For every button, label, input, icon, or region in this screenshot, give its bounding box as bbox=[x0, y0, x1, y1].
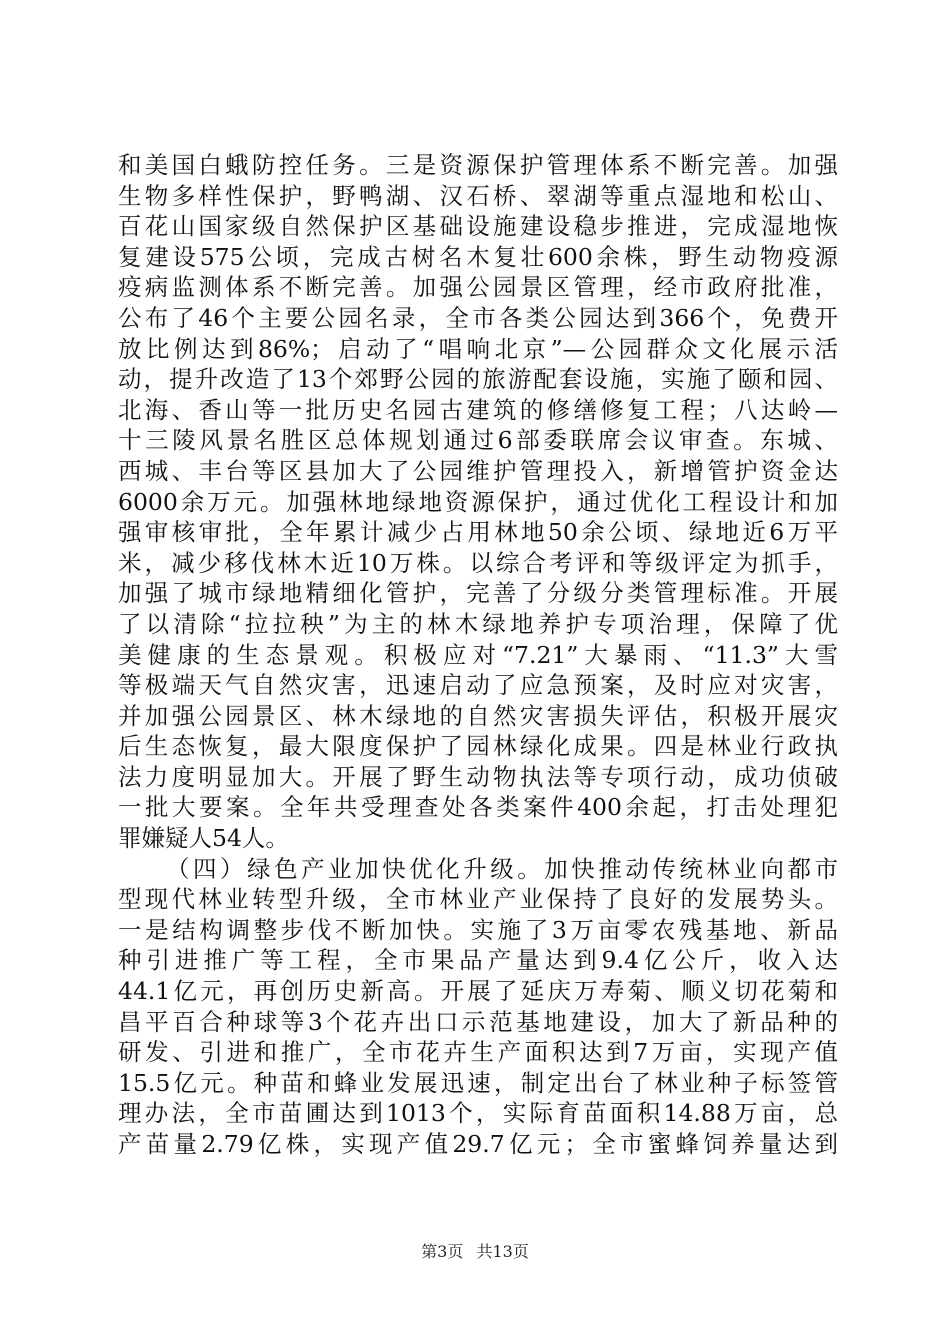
text-line: 十三陵风景名胜区总体规划通过6部委联席会议审查。东城、 bbox=[118, 426, 838, 455]
text-line: 强审核审批，全年累计减少占用林地50余公顷、绿地近6万平 bbox=[118, 518, 838, 547]
text-line: 后生态恢复，最大限度保护了园林绿化成果。四是林业行政执 bbox=[118, 732, 838, 761]
text-line: 公布了46个主要公园名录，全市各类公园达到366个，免费开 bbox=[118, 303, 838, 332]
text-line: 疫病监测体系不断完善。加强公园景区管理，经市政府批准， bbox=[118, 273, 838, 302]
text-line: 罪嫌疑人54人。 bbox=[118, 824, 289, 853]
text-line: 法力度明显加大。开展了野生动物执法等专项行动，成功侦破 bbox=[118, 762, 838, 791]
page-total: 共13页 bbox=[476, 1242, 529, 1261]
text-line: 研发、引进和推广，全市花卉生产面积达到7万亩，实现产值 bbox=[118, 1038, 838, 1067]
text-line: 复建设575公顷，完成古树名木复壮600余株，野生动物疫源 bbox=[118, 242, 838, 271]
text-line: 加强了城市绿地精细化管护，完善了分级分类管理标准。开展 bbox=[118, 579, 838, 608]
text-line: 一是结构调整步伐不断加快。实施了3万亩零农残基地、新品 bbox=[118, 915, 838, 944]
text-line: 并加强公园景区、林木绿地的自然灾害损失评估，积极开展灾 bbox=[118, 701, 838, 730]
page-number: 第3页 bbox=[421, 1242, 464, 1261]
text-line: 15.5亿元。种苗和蜂业发展迅速，制定出台了林业种子标签管 bbox=[118, 1068, 838, 1097]
text-line: 型现代林业转型升级，全市林业产业保持了良好的发展势头。 bbox=[118, 885, 838, 914]
text-line: 西城、丰台等区县加大了公园维护管理投入，新增管护资金达 bbox=[118, 456, 838, 485]
page-footer bbox=[0, 1242, 950, 1262]
text-line: 44.1亿元，再创历史新高。开展了延庆万寿菊、顺义切花菊和 bbox=[118, 977, 838, 1006]
text-line: 动，提升改造了13个郊野公园的旅游配套设施，实施了颐和园、 bbox=[118, 365, 838, 394]
text-line: 理办法，全市苗圃达到1013个，实际育苗面积14.88万亩，总 bbox=[118, 1099, 838, 1128]
text-line: 生物多样性保护，野鸭湖、汉石桥、翠湖等重点湿地和松山、 bbox=[118, 181, 838, 210]
document-body bbox=[118, 150, 838, 1160]
text-line: 北海、香山等一批历史名园古建筑的修缮修复工程；八达岭— bbox=[118, 395, 838, 424]
text-line: 了以清除“拉拉秧”为主的林木绿地养护专项治理，保障了优 bbox=[118, 609, 838, 638]
text-line: 一批大要案。全年共受理查处各类案件400余起，打击处理犯 bbox=[118, 793, 838, 822]
text-line: 昌平百合种球等3个花卉出口示范基地建设，加大了新品种的 bbox=[118, 1007, 838, 1036]
text-line: 和美国白蛾防控任务。三是资源保护管理体系不断完善。加强 bbox=[118, 151, 838, 179]
text-line: 产苗量2.79亿株，实现产值29.7亿元；全市蜜蜂饲养量达到 bbox=[118, 1130, 838, 1158]
text-line: 放比例达到86%；启动了“唱响北京”—公园群众文化展示活 bbox=[118, 334, 838, 363]
paragraph-heading-line: （四）绿色产业加快优化升级。加快推动传统林业向都市 bbox=[166, 854, 838, 883]
text-line: 米，减少移伐林木近10万株。以综合考评和等级评定为抓手， bbox=[118, 548, 838, 577]
text-line: 美健康的生态景观。积极应对“7.21”大暴雨、“11.3”大雪 bbox=[118, 640, 838, 669]
text-line: 种引进推广等工程，全市果品产量达到9.4亿公斤，收入达 bbox=[118, 946, 838, 975]
text-line: 等极端天气自然灾害，迅速启动了应急预案，及时应对灾害， bbox=[118, 671, 838, 700]
text-line: 百花山国家级自然保护区基础设施建设稳步推进，完成湿地恢 bbox=[118, 212, 838, 241]
text-line: 6000余万元。加强林地绿地资源保护，通过优化工程设计和加 bbox=[118, 487, 838, 516]
